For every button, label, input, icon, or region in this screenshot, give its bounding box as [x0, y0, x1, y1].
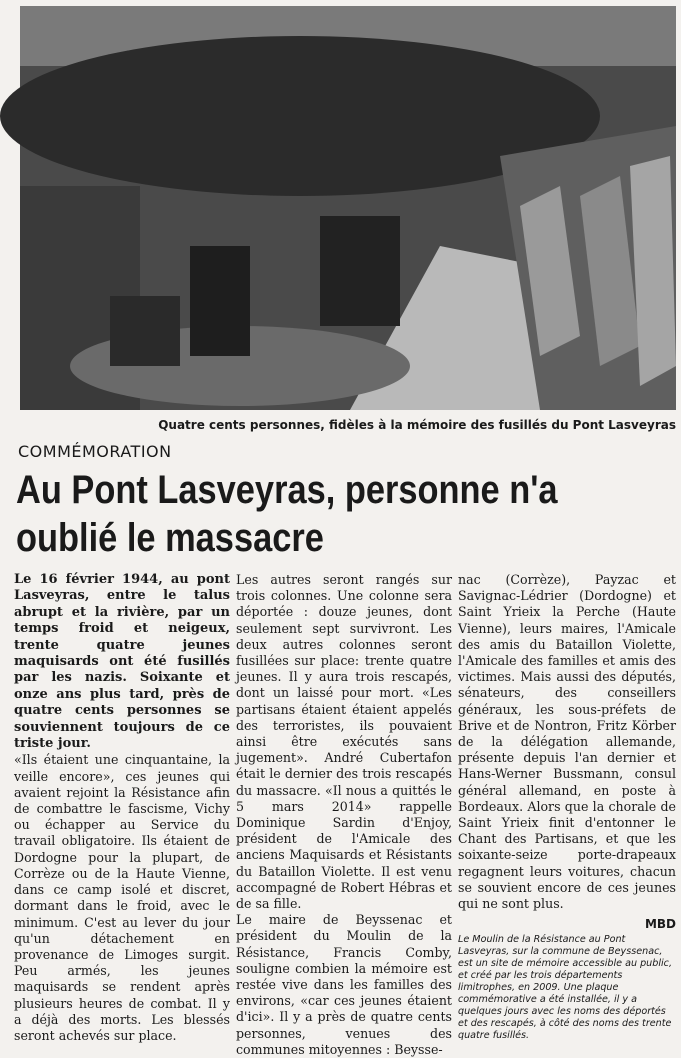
article-column-3 — [458, 572, 676, 1042]
ceremony-photo — [20, 6, 676, 410]
sidenote: Le Moulin de la Résistance au Pont Lasveyras, sur la commune de Beyssenac, est un site de mémoire accessible au public, et créé par les trois départements limitrophes, en 2009. Une plaque commémorative a été installée, il y a quelques jours avec les noms des déportés et des rescapés, à côté des noms des trente quatre fusillés. — [458, 934, 672, 1042]
article-paragraph: Les autres seront rangés sur trois colonnes. Une colonne sera déportée : douze jeunes, dont seulement sept survivront. Les deux autres colonnes seront fusillées sur place: trente quatre jeunes. Il y aura trois rescapés, dont un laissé pour mort. «Les partisans étaient étaient appelés des terroristes, ils pouvaient ainsi être exécutés sans jugement». André Cubertafon était le dernier des trois rescapés du massacre. «Il nous a quittés le 5 mars 2014» rappelle Dominique Sardin d'Enjoy, président de l'Amicale des anciens Maquisards et Résistants du Bataillon Violette. Il est venu accompagné de Robert Hébras et de sa fille. — [236, 572, 452, 912]
article-column-1 — [14, 572, 230, 1044]
article-column-2 — [236, 572, 452, 1058]
photo-caption: Quatre cents personnes, fidèles à la mémoire des fusillés du Pont Lasveyras — [158, 418, 676, 432]
article-paragraph: Le maire de Beyssenac et président du Moulin de la Résistance, Francis Comby, souligne combien la mémoire est restée vive dans les familles des environs, «car ces jeunes étaient d'ici». Il y a près de quatre cents personnes, venues des communes mitoyennes : Beysse- — [236, 912, 452, 1057]
article-body — [14, 572, 676, 1057]
article-paragraph: «Ils étaient une cinquantaine, la veille encore», ces jeunes qui avaient rejoint la Résistance afin de combattre le fascisme, Vichy ou échapper au Service du travail obligatoire. Ils étaient de Dordogne pour la plupart, de Corrèze ou de la Haute Vienne, dans ce camp isolé et discret, dormant dans le froid, avec le minimum. C'est au lever du jour qu'un détachement en provenance de Limoges surgit. Peu armés, les jeunes maquisards se rendent après plusieurs heures de combat. Il y a déjà des morts. Les blessés seront achevés sur place. — [14, 752, 230, 1043]
article-paragraph: nac (Corrèze), Payzac et Savignac-Lédrier (Dordogne) et Saint Yrieix la Perche (Haute Vienne), leurs maires, l'Amicale des amis du Bataillon Violette, l'Amicale des familles et amis des victimes. Mais aussi des députés, sénateurs, des conseillers généraux, les sous-préfets de Brive et de Nontron, Fritz Körber de la délégation allemande, présente depuis l'an dernier et Hans-Werner Bussmann, consul général allemand, en poste à Bordeaux. Alors que la chorale de Saint Yrieix finit d'entonner le Chant des Partisans, et que les soixante-seize porte-drapeaux regagnent leurs voitures, chacun se souvient encore de ces jeunes qui ne sont plus. — [458, 572, 676, 912]
bleed-through-text — [548, 508, 678, 564]
author-signature: MBD — [644, 917, 676, 932]
crowd-photo-graphic — [20, 6, 676, 410]
headline: Au Pont Lasveyras, personne n'a oublié le massacre — [16, 468, 558, 560]
section-rubric: COMMÉMORATION — [18, 442, 172, 461]
article-lede: Le 16 février 1944, au pont Lasveyras, entre le talus abrupt et la rivière, par un temps froid et neigeux, trente quatre jeunes maquisards ont été fusillés par les nazis. Soixante et onze ans plus tard, près de quatre cents personnes se souviennent toujours de ce triste jour. — [14, 572, 230, 752]
